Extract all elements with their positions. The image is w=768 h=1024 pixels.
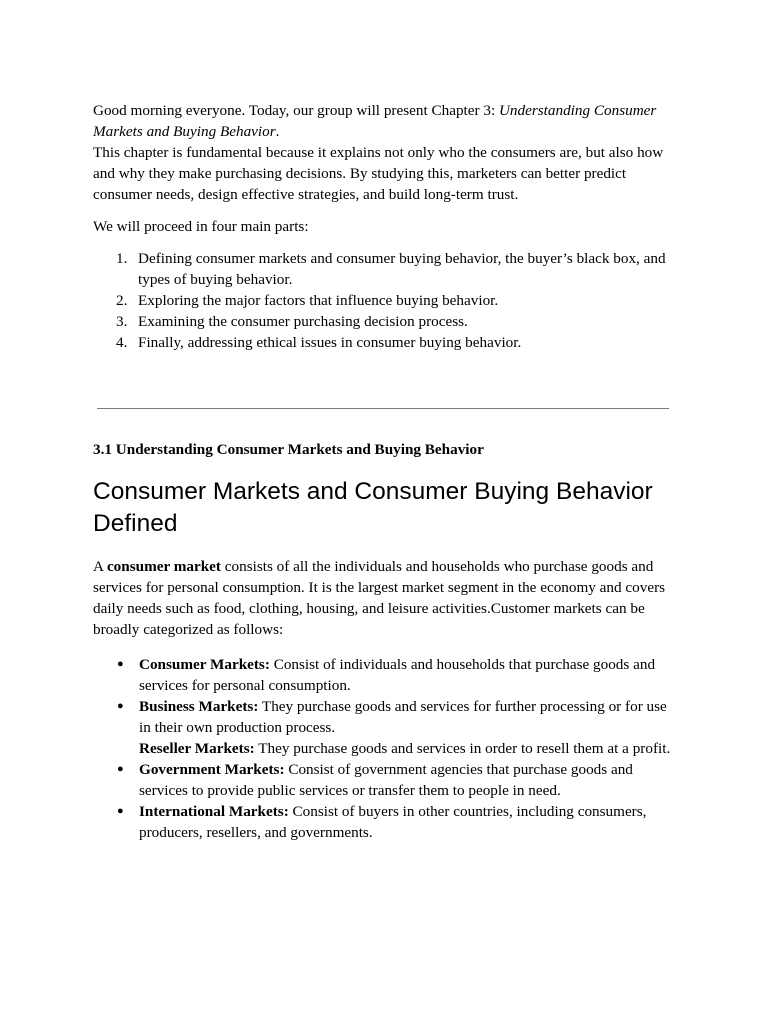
parts-list: [93, 248, 678, 353]
market-desc: They purchase goods and services for further processing or for use in their own production process.: [139, 698, 667, 736]
list-item: [117, 801, 673, 843]
horizontal-divider: [97, 408, 669, 409]
list-item-text: Exploring the major factors that influence buying behavior.: [138, 292, 499, 309]
market-term: Government Markets:: [139, 761, 285, 778]
market-desc: Consist of individuals and households that purchase goods and services for personal consumption.: [139, 656, 656, 694]
bullet-icon: ●: [117, 700, 124, 712]
list-number: 4.: [116, 334, 128, 351]
list-item: [139, 738, 673, 759]
market-term: Consumer Markets:: [139, 656, 270, 673]
market-desc: Consist of buyers in other countries, including consumers, producers, resellers, and governments.: [139, 803, 647, 841]
market-desc: Consist of government agencies that purchase goods and services to provide public services or transfer them to people in need.: [139, 761, 633, 799]
definition-lead: A: [93, 558, 107, 575]
list-item-text: Examining the consumer purchasing decision process.: [138, 313, 468, 330]
definition-rest: consists of all the individuals and households who purchase goods and services for personal consumption. It is the largest market segment in the economy and covers daily needs such as food, clothing, housing, and leisure activities.Customer markets can be broadly categorized as follows:: [93, 558, 666, 638]
intro-paragraph-2: This chapter is fundamental because it explains not only who the consumers are, but also how and why they make purchasing decisions. By studying this, marketers can better predict consumer needs, design effective strategies, and build long-term trust.: [93, 144, 664, 203]
list-number: 3.: [116, 313, 128, 330]
intro-text: Good morning everyone. Today, our group will present Chapter 3:: [93, 102, 499, 119]
document-body: [93, 100, 678, 353]
bullet-icon: ●: [117, 658, 124, 670]
market-term: Business Markets:: [139, 698, 259, 715]
list-number: 2.: [116, 292, 128, 309]
list-item: [117, 654, 673, 696]
list-item-text: Finally, addressing ethical issues in consumer buying behavior.: [138, 334, 522, 351]
market-desc: They purchase goods and services in order to resell them at a profit.: [254, 740, 671, 757]
intro-paragraph: [93, 100, 678, 142]
chapter-title: Understanding Consumer Markets and Buying Behavior: [93, 102, 657, 140]
market-term: Reseller Markets:: [139, 740, 255, 757]
list-item: [117, 759, 673, 801]
list-item: [116, 332, 678, 353]
list-item: [116, 290, 678, 311]
bullet-icon: ●: [117, 763, 124, 775]
section-label: 3.1 Understanding Consumer Markets and Buying Behavior: [93, 441, 484, 458]
definition-section: [93, 556, 673, 843]
definition-paragraph: [93, 556, 673, 640]
definition-term: consumer market: [106, 558, 221, 575]
section-heading: Consumer Markets and Consumer Buying Behavior Defined: [93, 478, 653, 537]
markets-list: [93, 654, 673, 843]
list-item: [116, 248, 678, 290]
list-item: [117, 696, 673, 738]
parts-lead: We will proceed in four main parts:: [93, 218, 309, 235]
list-item: [116, 311, 678, 332]
list-number: 1.: [116, 250, 128, 267]
market-term: International Markets:: [139, 803, 289, 820]
intro-period: .: [275, 123, 280, 140]
list-item-text: Defining consumer markets and consumer buying behavior, the buyer’s black box, and types of buying behavior.: [138, 250, 666, 288]
bullet-icon: ●: [117, 805, 124, 817]
